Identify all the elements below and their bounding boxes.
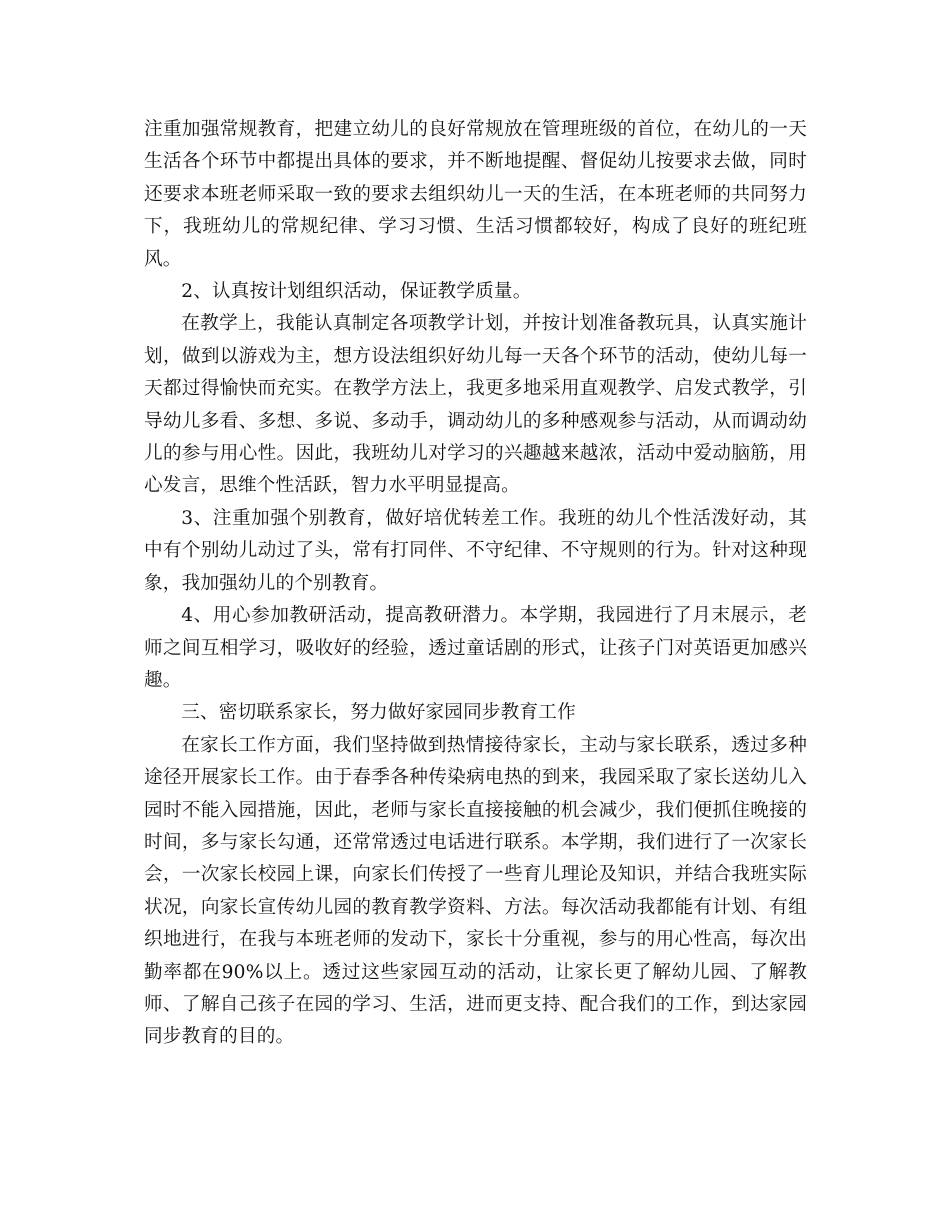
paragraph-heading-parent-contact: 三、密切联系家长，努力做好家园同步教育工作 xyxy=(181,702,576,724)
paragraph-heading-teaching-plan: 2、认真按计划组织活动，保证教学质量。 xyxy=(181,281,532,303)
document-page xyxy=(144,114,807,1054)
paragraph-teaching-research: 4、用心参加教研活动，提高教研潜力。本学期，我园进行了月末展示，老师之间互相学习，吸收好的经验，透过童话剧的形式，让孩子门对英语更加感兴趣。 xyxy=(144,605,807,691)
paragraph-parent-work: 在家长工作方面，我们坚持做到热情接待家长，主动与家长联系，透过多种途径开展家长工作。由于春季各种传染病电热的到来，我园采取了家长送幼儿入园时不能入园措施，因此，老师与家长直接接触的机会减少，我们便抓住晚接的时间，多与家长勾通，还常常透过电话进行联系。本学期，我们进行了一次家长会，一次家长校园上课，向家长们传授了一些育儿理论及知识，并结合我班实际状况，向家长宣传幼儿园的教育教学资料、方法。每次活动我都能有计划、有组织地进行，在我与本班老师的发动下，家长十分重视，参与的用心性高，每次出勤率都在90%以上。透过这些家园互动的活动，让家长更了解幼儿园、了解教师、了解自己孩子在园的学习、生活，进而更支持、配合我们的工作，到达家园同步教育的目的。 xyxy=(144,734,807,1048)
paragraph-routine-education: 注重加强常规教育，把建立幼儿的良好常规放在管理班级的首位，在幼儿的一天生活各个环节中都提出具体的要求，并不断地提醒、督促幼儿按要求去做，同时还要求本班老师采取一致的要求去组织幼儿一天的生活，在本班老师的共同努力下，我班幼儿的常规纪律、学习习惯、生活习惯都较好，构成了良好的班纪班风。 xyxy=(144,119,807,270)
paragraph-teaching-methods: 在教学上，我能认真制定各项教学计划，并按计划准备教玩具，认真实施计划，做到以游戏为主，想方设法组织好幼儿每一天各个环节的活动，使幼儿每一天都过得愉快而充实。在教学方法上，我更多地采用直观教学、启发式教学，引导幼儿多看、多想、多说、多动手，调动幼儿的多种感观参与活动，从而调动幼儿的参与用心性。因此，我班幼儿对学习的兴趣越来越浓，活动中爱动脑筋，用心发言，思维个性活跃，智力水平明显提高。 xyxy=(144,313,807,497)
paragraph-individual-education: 3、注重加强个别教育，做好培优转差工作。我班的幼儿个性活泼好动，其中有个别幼儿动过了头，常有打同伴、不守纪律、不守规则的行为。针对这种现象，我加强幼儿的个别教育。 xyxy=(144,507,807,594)
